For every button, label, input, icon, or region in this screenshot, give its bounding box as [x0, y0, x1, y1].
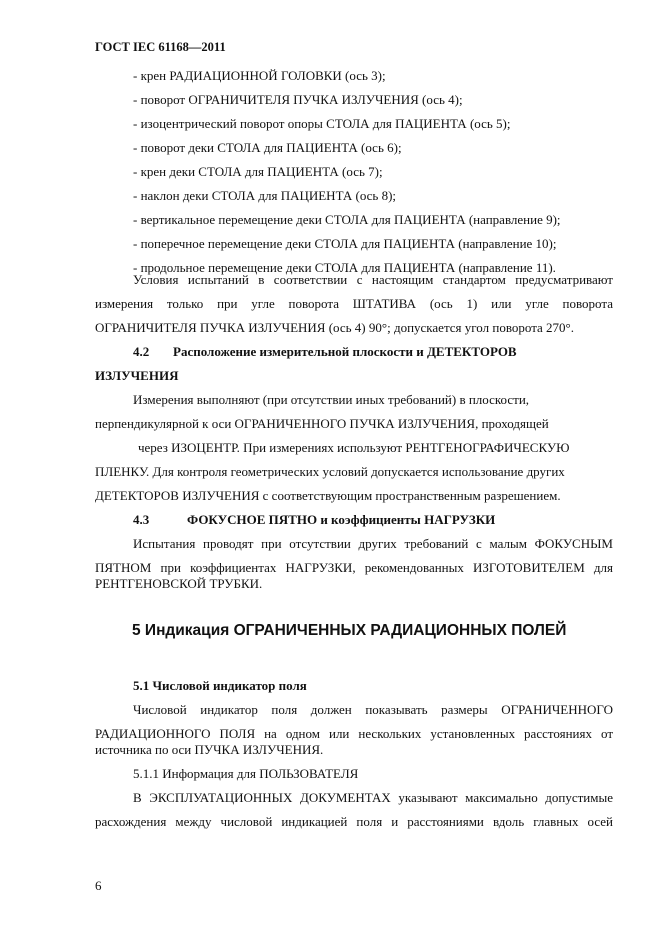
list-item: - поворот ОГРАНИЧИТЕЛЯ ПУЧКА ИЗЛУЧЕНИЯ (ось 4);	[133, 92, 463, 107]
section-heading: Расположение измерительной плоскости и ДЕТЕКТОРОВ	[173, 344, 517, 359]
paragraph-line: ОГРАНИЧИТЕЛЯ ПУЧКА ИЗЛУЧЕНИЯ (ось 4) 90°; допускается угол поворота 270°.	[95, 320, 575, 335]
list-item: - продольное перемещение деки СТОЛА для ПАЦИЕНТА (направление 11).	[133, 260, 556, 275]
paragraph-line: Условия испытаний в соответствии с настоящим стандартом предусматривают	[133, 272, 613, 287]
document-header: ГОСТ IEC 61168—2011	[95, 40, 226, 54]
section-heading-continued: ИЗЛУЧЕНИЯ	[95, 368, 179, 383]
section-heading: 5.1.1 Информация для ПОЛЬЗОВАТЕЛЯ	[133, 766, 359, 781]
paragraph-line: измерения только при угле поворота ШТАТИВА (ось 1) или угле поворота	[95, 296, 613, 311]
list-item: - вертикальное перемещение деки СТОЛА для ПАЦИЕНТА (направление 9);	[133, 212, 561, 227]
paragraph-line: источника по оси ПУЧКА ИЗЛУЧЕНИЯ.	[95, 742, 324, 757]
paragraph-line: Испытания проводят при отсутствии других требований с малым ФОКУСНЫМ	[133, 536, 613, 551]
paragraph-line: В ЭКСПЛУАТАЦИОННЫХ ДОКУМЕНТАХ указывают максимально допустимые	[133, 790, 613, 805]
section-number: 4.2	[133, 344, 150, 359]
list-item: - наклон деки СТОЛА для ПАЦИЕНТА (ось 8);	[133, 188, 397, 203]
paragraph-line: РАДИАЦИОННОГО ПОЛЯ на одном или нескольких установленных расстояниях от	[95, 726, 613, 741]
chapter-heading: 5 Индикация ОГРАНИЧЕННЫХ РАДИАЦИОННЫХ ПОЛЕЙ	[132, 622, 567, 639]
section-heading: ФОКУСНОЕ ПЯТНО и коэффициенты НАГРУЗКИ	[187, 512, 496, 527]
paragraph-line: ДЕТЕКТОРОВ ИЗЛУЧЕНИЯ с соответствующим пространственным разрешением.	[95, 488, 561, 503]
list-item: - поворот деки СТОЛА для ПАЦИЕНТА (ось 6);	[133, 140, 402, 155]
paragraph-line: Числовой индикатор поля должен показывать размеры ОГРАНИЧЕННОГО	[133, 702, 613, 717]
list-item: - крен РАДИАЦИОННОЙ ГОЛОВКИ (ось 3);	[133, 68, 386, 83]
paragraph-line: Измерения выполняют (при отсутствии иных требований) в плоскости,	[133, 392, 530, 407]
page-number: 6	[95, 878, 102, 893]
paragraph-line: расхождения между числовой индикацией поля и расстояниями вдоль главных осей	[95, 814, 613, 829]
paragraph-line: перпендикулярной к оси ОГРАНИЧЕННОГО ПУЧКА ИЗЛУЧЕНИЯ, проходящей	[95, 416, 549, 431]
paragraph-line: через ИЗОЦЕНТР. При измерениях используют РЕНТГЕНОГРАФИЧЕСКУЮ	[138, 440, 570, 455]
list-item: - крен деки СТОЛА для ПАЦИЕНТА (ось 7);	[133, 164, 383, 179]
list-item: - поперечное перемещение деки СТОЛА для ПАЦИЕНТА (направление 10);	[133, 236, 557, 251]
paragraph-line: ПЛЕНКУ. Для контроля геометрических условий допускается использование других	[95, 464, 565, 479]
paragraph-line: РЕНТГЕНОВСКОЙ ТРУБКИ.	[95, 576, 263, 591]
section-number: 4.3	[133, 512, 150, 527]
section-heading: 5.1 Числовой индикатор поля	[133, 678, 307, 693]
paragraph-line: ПЯТНОМ при коэффициентах НАГРУЗКИ, рекомендованных ИЗГОТОВИТЕЛЕМ для	[95, 560, 613, 575]
list-item: - изоцентрический поворот опоры СТОЛА для ПАЦИЕНТА (ось 5);	[133, 116, 511, 131]
